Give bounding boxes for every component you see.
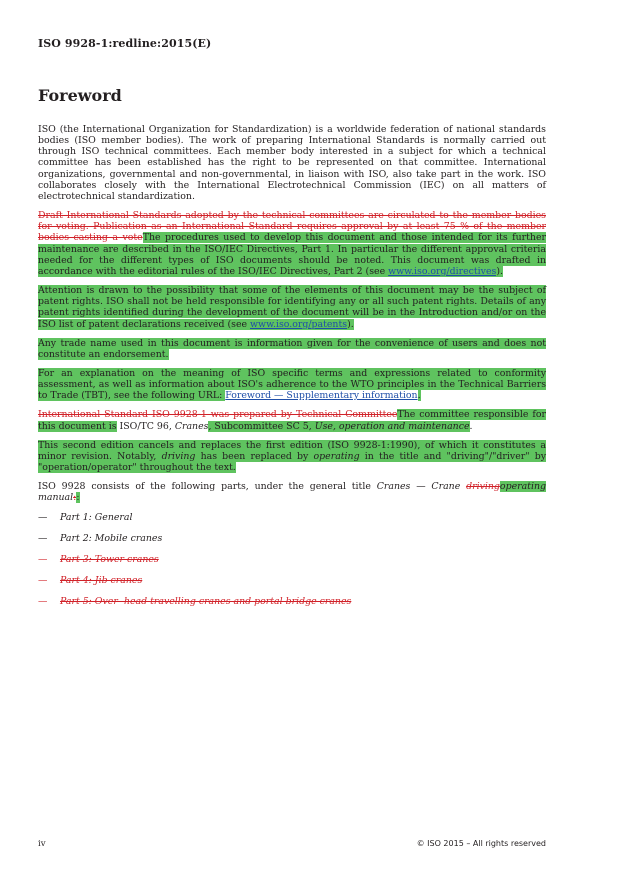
paragraph-parts-intro xyxy=(38,481,546,503)
part-label: Part 3: Tower cranes xyxy=(60,553,159,565)
committee-end: . xyxy=(469,420,473,432)
inserted-text: : xyxy=(76,492,80,504)
part-label: Part 1: General xyxy=(60,511,133,523)
patents-link[interactable]: www.iso.org/patents xyxy=(250,318,348,330)
part-label: Part 2: Mobile cranes xyxy=(60,532,163,544)
paragraph-patents xyxy=(38,285,546,330)
inserted-text: Attention is drawn to the possibility that some of the elements of this document may be the subject of patent rights. ISO shall not be held responsible for identifying any or all such patent rights. Details of any patent rights identified during the development of the document will be in the Introduction and/or on the ISO list of patent declarations received (see xyxy=(38,285,546,330)
subcommittee-title: Use, operation and maintenance xyxy=(314,420,470,432)
inserted-text: , Subcommittee SC 5, xyxy=(208,420,315,432)
inserted-text: driving xyxy=(161,450,196,462)
deleted-text: International Standard ISO 9928-1 was prepared by Technical Committee xyxy=(38,409,398,421)
paragraph-iso-intro: ISO (the International Organization for Standardization) is a worldwide federation of national standards bodies (ISO member bodies). The work of preparing International Standards is normally carried out through ISO technical committees. Each member body interested in a subject for which a technical committee has been established has the right to be represented on that committee. International organizations, governmental and non-governmental, in liaison with ISO, also take part in the work. ISO collaborates closely with the International Electrotechnical Commission (IEC) on all matters of electrotechnical standardization. xyxy=(38,124,546,202)
paragraph-procedures xyxy=(38,210,546,277)
deleted-text: : xyxy=(73,492,77,504)
inserted-text: ). xyxy=(347,318,354,330)
inserted-text: operating xyxy=(313,450,360,462)
copyright-notice: © ISO 2015 – All rights reserved xyxy=(416,839,546,848)
inserted-text: The committee responsible for this document is xyxy=(38,409,546,432)
inserted-text: has been replaced by xyxy=(195,450,314,462)
series-title: Cranes — Crane xyxy=(376,481,467,493)
inserted-text: ). xyxy=(496,265,503,277)
page-number: iv xyxy=(38,839,46,849)
inserted-text: in the title and "driving"/"driver" by "operation/operator" throughout the text. xyxy=(38,450,546,474)
list-item xyxy=(38,554,546,565)
list-dash: — xyxy=(38,511,48,523)
committee-title: Cranes xyxy=(174,420,209,432)
page-title: Foreword xyxy=(38,86,122,105)
parts-intro-text: ISO 9928 consists of the following parts, under the general title xyxy=(38,481,377,493)
inserted-text: operating xyxy=(499,481,546,493)
list-item xyxy=(38,512,546,523)
inserted-text: This second edition cancels and replaces the first edition (ISO 9928-1:1990), of which it constitutes a minor revision. Notably, xyxy=(38,439,546,462)
list-dash: — xyxy=(38,575,48,586)
inserted-text: . xyxy=(417,390,421,402)
list-dash: — xyxy=(38,553,48,565)
list-dash: — xyxy=(38,532,48,544)
supplementary-info-link[interactable]: Foreword — Supplementary information xyxy=(225,390,418,402)
series-title: manual xyxy=(38,492,74,504)
deleted-text: Draft International Standards adopted by the technical committees are circulated to the member bodies for voting. Publication as an International Standard requires approval by at least 75 % of the member bodies casting a vote xyxy=(38,210,546,244)
committee-text: ISO/TC 96, xyxy=(116,420,175,432)
paragraph-trade-name xyxy=(38,338,546,360)
document-body xyxy=(38,124,546,617)
inserted-text: The procedures used to develop this document and those intended for its further maintenance are described in the ISO/IEC Directives, Part 1. In particular the different approval criteria needed for the different types of ISO documents should be noted. This document was drafted in accordance with the editorial rules of the ISO/IEC Directives, Part 2 (see xyxy=(38,232,546,277)
directives-link[interactable]: www.iso.org/directives xyxy=(388,265,497,277)
list-item xyxy=(38,533,546,544)
paragraph-supplementary xyxy=(38,368,546,401)
inserted-text: Any trade name used in this document is information given for the convenience of users and does not constitute an endorsement. xyxy=(38,337,546,360)
document-id: ISO 9928-1:redline:2015(E) xyxy=(38,37,212,50)
part-label: Part 5: Over- head travelling cranes and portal bridge cranes xyxy=(60,596,352,608)
inserted-text: For an explanation on the meaning of ISO specific terms and expressions related to conformity assessment, as well as information about ISO's adherence to the WTO principles in the Technical Barriers to Trade (TBT), see the following URL: xyxy=(38,367,546,402)
list-item xyxy=(38,596,546,607)
paragraph-committee xyxy=(38,409,546,431)
list-dash: — xyxy=(38,596,48,608)
paragraph-edition xyxy=(38,440,546,473)
deleted-text: driving xyxy=(466,481,500,493)
parts-list xyxy=(38,512,546,608)
list-item xyxy=(38,575,546,586)
part-label: Part 4: Jib cranes xyxy=(60,575,143,586)
